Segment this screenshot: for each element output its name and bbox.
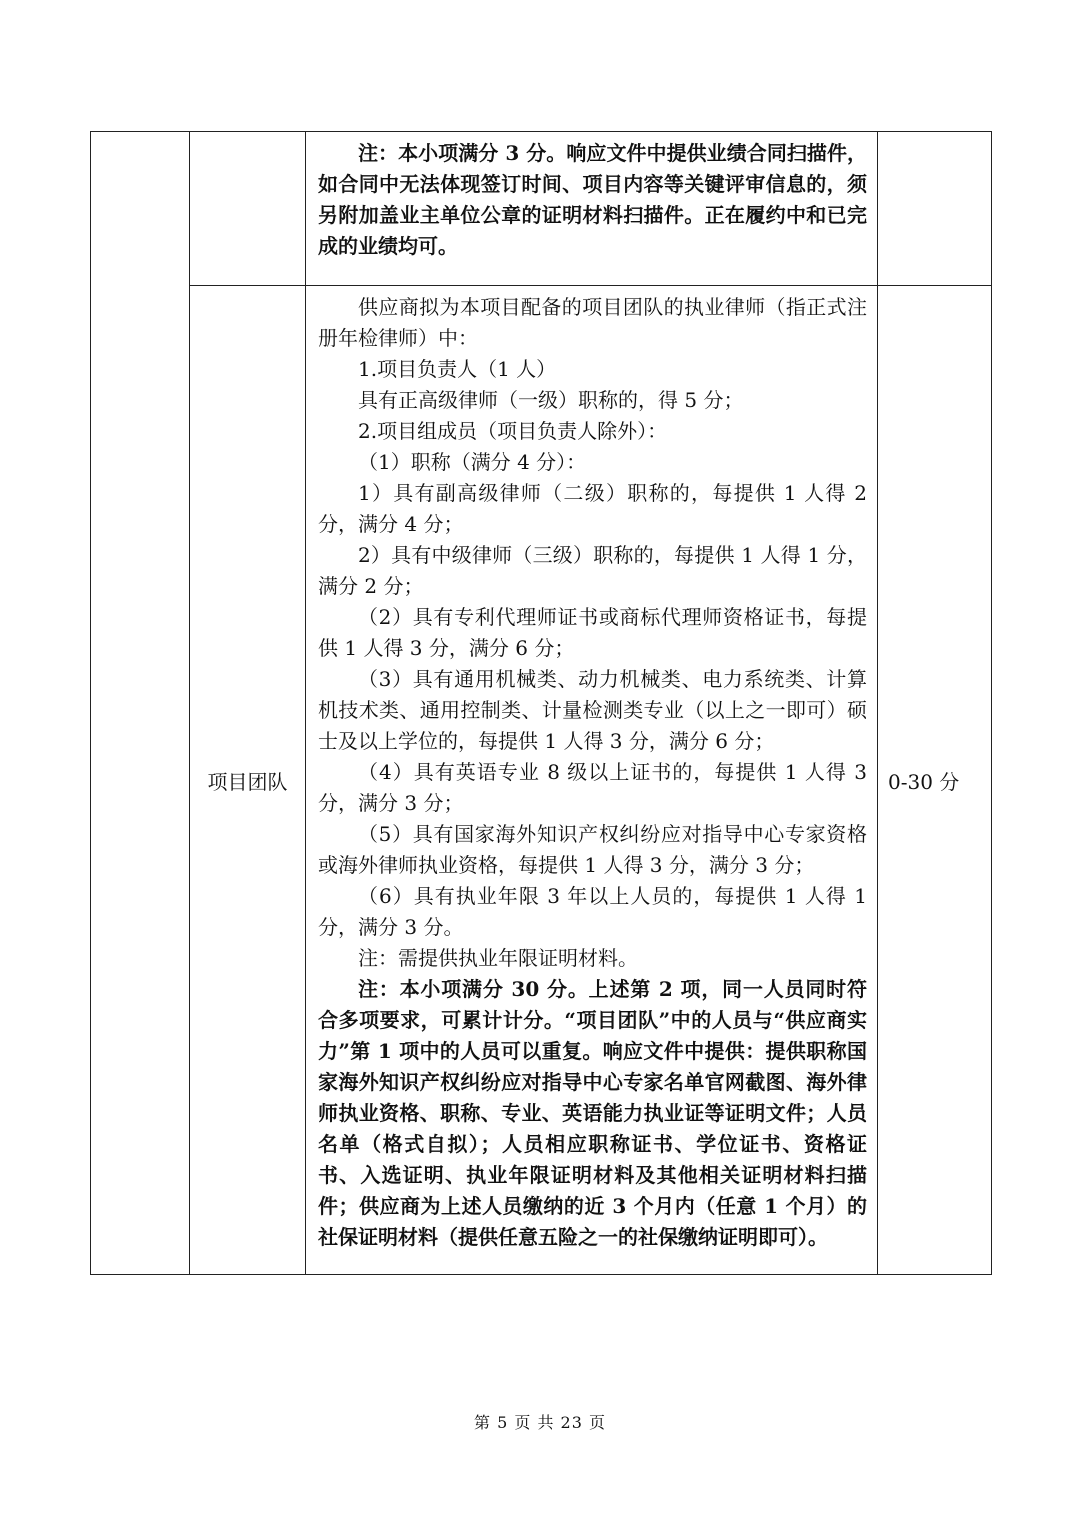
page-number: 第 5 页 共 23 页 [474, 1413, 606, 1432]
criteria-cell [306, 132, 878, 286]
category-cell [190, 132, 306, 286]
score-cell [878, 132, 992, 286]
performance-note: 注：本小项满分 3 分。响应文件中提供业绩合同扫描件，如合同中无法体现签订时间、项目内容等关键评审信息的，须另附加盖业主单位公章的证明材料扫描件。正在履约中和已完成的业绩均可。 [318, 141, 867, 258]
team-intro: 供应商拟为本项目配备的项目团队的执业律师（指正式注册年检律师）中： [318, 295, 867, 350]
sub-item-title: （1）职称（满分 4 分）： [358, 450, 587, 474]
sub-item: 1）具有副高级律师（二级）职称的，每提供 1 人得 2 分，满分 4 分； [318, 481, 867, 536]
table-row [91, 286, 992, 1275]
score-cell: 0-30 分 [878, 286, 992, 1275]
years-note: 注：需提供执业年限证明材料。 [358, 946, 638, 970]
category-cell: 项目团队 [190, 286, 306, 1275]
sub-item: 2）具有中级律师（三级）职称的，每提供 1 人得 1 分，满分 2 分； [318, 543, 867, 598]
scoring-table [90, 131, 992, 1275]
table-row [91, 132, 992, 286]
sub-item: （6）具有执业年限 3 年以上人员的，每提供 1 人得 1 分，满分 3 分。 [318, 884, 867, 939]
section-cell [91, 132, 190, 1275]
sub-item: （2）具有专利代理师证书或商标代理师资格证书，每提供 1 人得 3 分，满分 6 分； [318, 605, 867, 660]
criteria-cell [306, 286, 878, 1275]
item-detail: 具有正高级律师（一级）职称的，得 5 分； [358, 388, 744, 412]
sub-item: （4）具有英语专业 8 级以上证书的，每提供 1 人得 3 分，满分 3 分； [318, 760, 867, 815]
team-note: 注：本小项满分 30 分。上述第 2 项，同一人员同时符合多项要求，可累计计分。“项目团队”中的人员与“供应商实力”第 1 项中的人员可以重复。响应文件中提供：提供职称国家海外知识产权纠纷应对指导中心专家名单官网截图、海外律师执业资格、职称、专业、英语能力执业证等证明文件；人员名单（格式自拟）；人员相应职称证书、学位证书、资格证书、入选证明、执业年限证明材料及其他相关证明材料扫描件；供应商为上述人员缴纳的近 3 个月内（任意 1 个月）的社保证明材料（提供任意五险之一的社保缴纳证明即可）。 [318, 977, 867, 1249]
sub-item: （3）具有通用机械类、动力机械类、电力系统类、计算机技术类、通用控制类、计量检测类专业（以上之一即可）硕士及以上学位的，每提供 1 人得 3 分，满分 6 分； [318, 667, 867, 753]
item-title: 1.项目负责人（1 人） [358, 357, 557, 381]
sub-item: （5）具有国家海外知识产权纠纷应对指导中心专家资格或海外律师执业资格，每提供 1 人得 3 分，满分 3 分； [318, 822, 867, 877]
item-title: 2.项目组成员（项目负责人除外）： [358, 419, 668, 443]
